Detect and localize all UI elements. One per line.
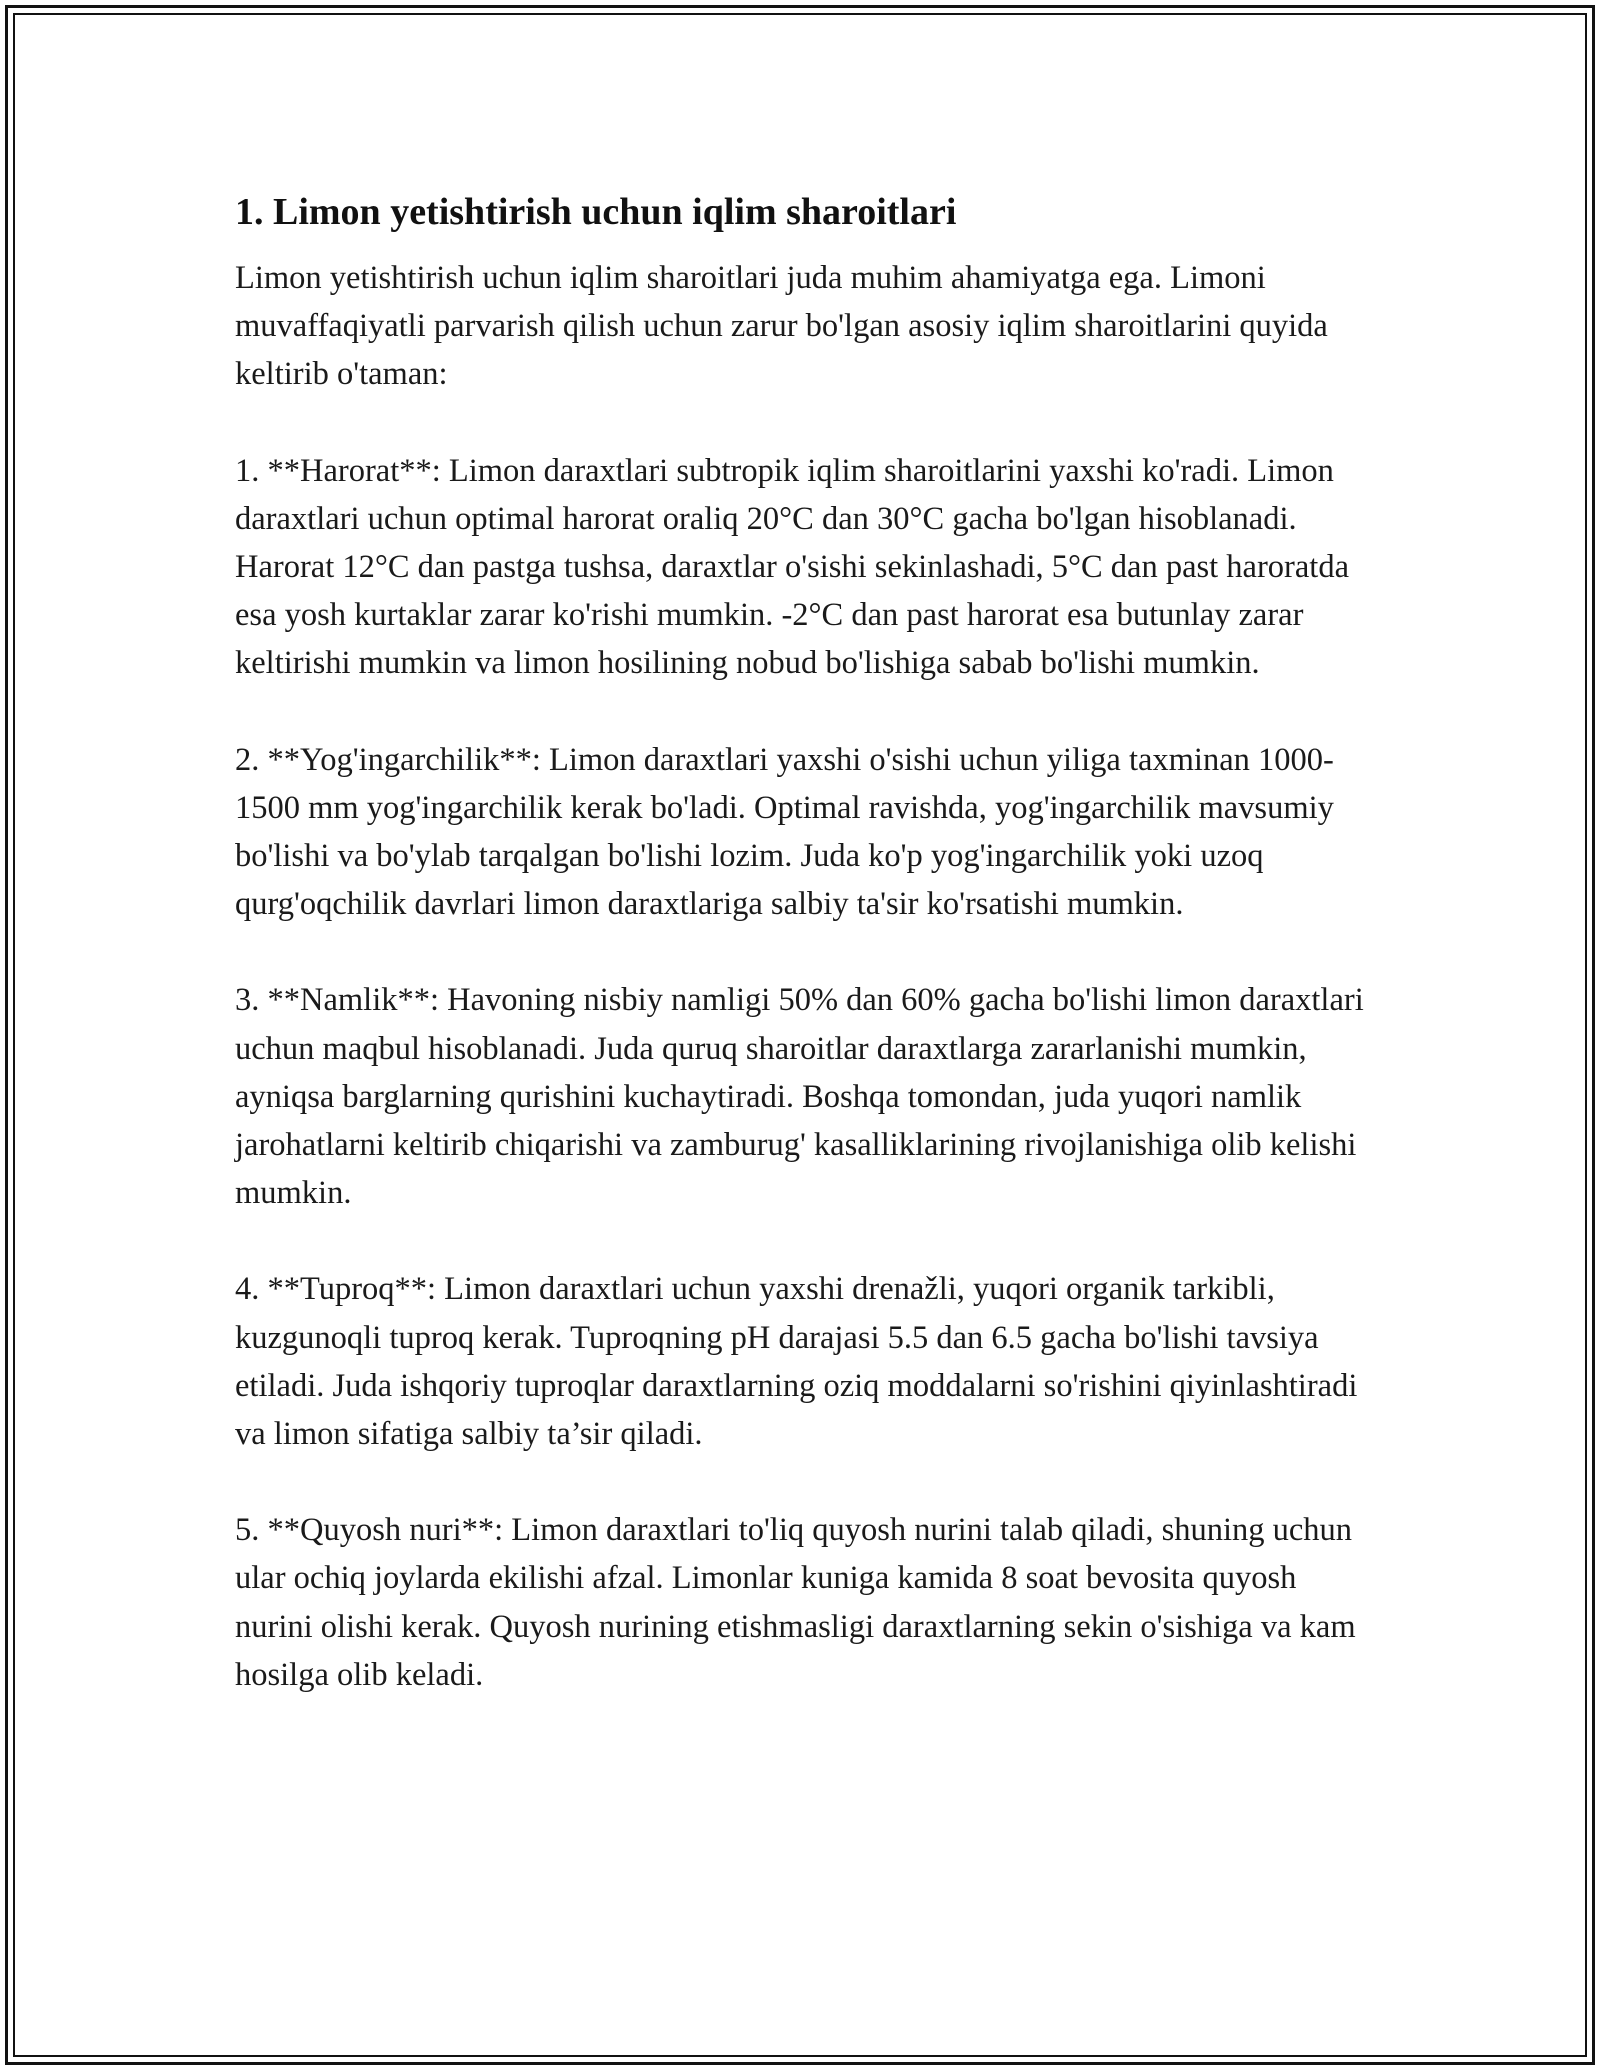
paragraph-tuproq: 4. **Tuproq**: Limon daraxtlari uchun yaxshi drenažli, yuqori organik tarkibli, kuzgunoqli tuproq kerak. Tuproqning pH darajasi 5.5 dan 6.5 gacha bo'lishi tavsiya etiladi. Juda ishqoriy tuproqlar daraxtlarning oziq moddalarni so'rishini qiyinlashtiradi va limon sifatiga salbiy ta’sir qiladi. <box>235 1271 1358 1453</box>
document-title: 1. Limon yetishtirish uchun iqlim sharoitlari <box>235 191 957 233</box>
intro-paragraph: Limon yetishtirish uchun iqlim sharoitlari juda muhim ahamiyatga ega. Limoni muvaffaqiyatli parvarish qilish uchun zarur bo'lgan asosiy iqlim sharoitlarini quyida keltirib o'taman: <box>235 260 1328 393</box>
document-body <box>235 186 1365 1747</box>
paragraph-yogingarchilik: 2. **Yog'ingarchilik**: Limon daraxtlari yaxshi o'sishi uchun yiliga taxminan 1000-1500 mm yog'ingarchilik kerak bo'ladi. Optimal ravishda, yog'ingarchilik mavsumiy bo'lishi va bo'ylab tarqalgan bo'lishi lozim. Juda ko'p yog'ingarchilik yoki uzoq qurg'oqchilik davrlari limon daraxtlariga salbiy ta'sir ko'rsatishi mumkin. <box>235 741 1334 923</box>
paragraph-namlik: 3. **Namlik**: Havoning nisbiy namligi 50% dan 60% gacha bo'lishi limon daraxtlari uchun maqbul hisoblanadi. Juda quruq sharoitlar daraxtlarga zararlanishi mumkin, ayniqsa barglarning qurishini kuchaytiradi. Boshqa tomondan, juda yuqori namlik jarohatlarni keltirib chiqarishi va zamburug' kasalliklarining rivojlanishiga olib kelishi mumkin. <box>235 982 1364 1212</box>
paragraph-harorat: 1. **Harorat**: Limon daraxtlari subtropik iqlim sharoitlarini yaxshi ko'radi. Limon daraxtlari uchun optimal harorat oraliq 20°C dan 30°C gacha bo'lgan hisoblanadi. Harorat 12°C dan pastga tushsa, daraxtlar o'sishi sekinlashadi, 5°C dan past haroratda esa yosh kurtaklar zarar ko'rishi mumkin. -2°C dan past harorat esa butunlay zarar keltirishi mumkin va limon hosilining nobud bo'lishiga sabab bo'lishi mumkin. <box>235 452 1349 682</box>
paragraph-quyosh-nuri: 5. **Quyosh nuri**: Limon daraxtlari to'liq quyosh nurini talab qiladi, shuning uchun ular ochiq joylarda ekilishi afzal. Limonlar kuniga kamida 8 soat bevosita quyosh nurini olishi kerak. Quyosh nurining etishmasligi daraxtlarning sekin o'sishiga va kam hosilga olib keladi. <box>235 1512 1356 1693</box>
